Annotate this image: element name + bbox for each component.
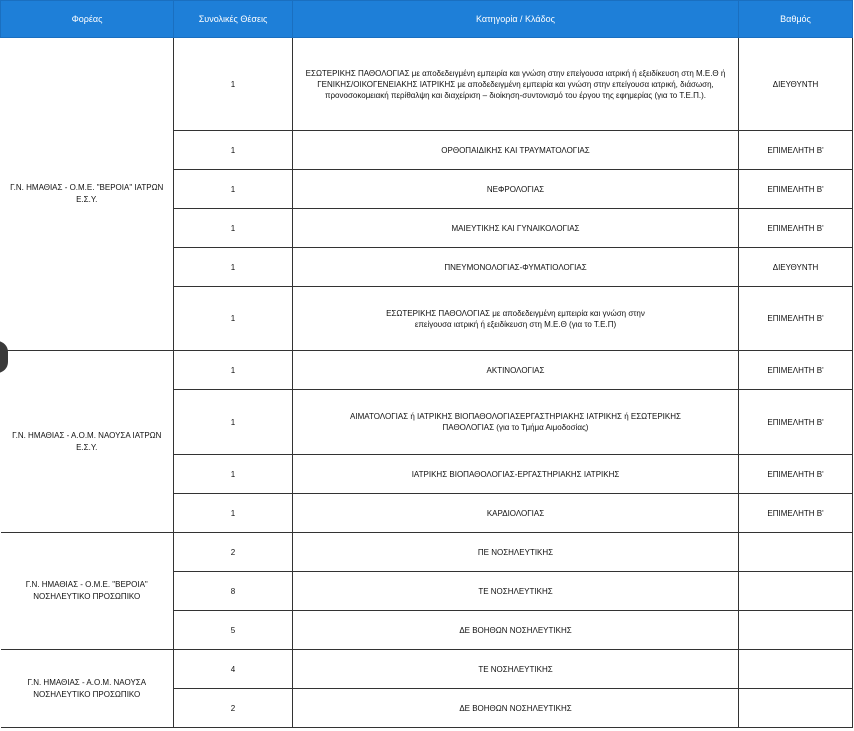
category-cell: ΤΕ ΝΟΣΗΛΕΥΤΙΚΗΣ (293, 650, 739, 689)
category-cell: ΜΑΙΕΥΤΙΚΗΣ ΚΑΙ ΓΥΝΑΙΚΟΛΟΓΙΑΣ (293, 209, 739, 248)
category-cell: ΔΕ ΒΟΗΘΩΝ ΝΟΣΗΛΕΥΤΙΚΗΣ (293, 689, 739, 728)
positions-cell: 2 (174, 689, 293, 728)
grade-cell (739, 533, 853, 572)
category-cell: ΙΑΤΡΙΚΗΣ ΒΙΟΠΑΘΟΛΟΓΙΑΣ-ΕΡΓΑΣΤΗΡΙΑΚΗΣ ΙΑΤΡΙΚΗΣ (293, 455, 739, 494)
positions-cell: 1 (174, 455, 293, 494)
positions-cell: 1 (174, 390, 293, 455)
positions-cell: 1 (174, 209, 293, 248)
table-header-row (1, 1, 853, 38)
positions-cell: 1 (174, 170, 293, 209)
grade-cell: ΕΠΙΜΕΛΗΤΗ Β' (739, 494, 853, 533)
positions-cell: 1 (174, 494, 293, 533)
positions-cell: 1 (174, 131, 293, 170)
table-row (1, 38, 853, 131)
grade-cell (739, 572, 853, 611)
agency-cell: Γ.Ν. ΗΜΑΘΙΑΣ - Ο.Μ.Ε. "ΒΕΡΟΙΑ" ΙΑΤΡΩΝ Ε.Σ.Υ. (1, 38, 174, 351)
grade-cell: ΔΙΕΥΘΥΝΤΗ (739, 248, 853, 287)
category-cell: ΔΕ ΒΟΗΘΩΝ ΝΟΣΗΛΕΥΤΙΚΗΣ (293, 611, 739, 650)
grade-cell: ΕΠΙΜΕΛΗΤΗ Β' (739, 455, 853, 494)
category-cell: ΠΕ ΝΟΣΗΛΕΥΤΙΚΗΣ (293, 533, 739, 572)
category-cell: ΑΙΜΑΤΟΛΟΓΙΑΣ ή ΙΑΤΡΙΚΗΣ ΒΙΟΠΑΘΟΛΟΓΙΑΣΕΡΓΑΣΤΗΡΙΑΚΗΣ ΙΑΤΡΙΚΗΣ ή ΕΣΩΤΕΡΙΚΗΣ ΠΑΘΟΛΟΓΙΑΣ (για το Τμήμα Αιμοδοσίας) (293, 390, 739, 455)
category-cell: ΟΡΘΟΠΑΙΔΙΚΗΣ ΚΑΙ ΤΡΑΥΜΑΤΟΛΟΓΙΑΣ (293, 131, 739, 170)
category-cell: ΑΚΤΙΝΟΛΟΓΙΑΣ (293, 351, 739, 390)
agency-cell: Γ.Ν. ΗΜΑΘΙΑΣ - Α.Ο.Μ. ΝΑΟΥΣΑ ΙΑΤΡΩΝ Ε.Σ.Υ. (1, 351, 174, 533)
grade-cell: ΔΙΕΥΘΥΝΤΗ (739, 38, 853, 131)
grade-cell: ΕΠΙΜΕΛΗΤΗ Β' (739, 131, 853, 170)
positions-cell: 1 (174, 351, 293, 390)
header-grade: Βαθμός (739, 1, 853, 38)
header-category: Κατηγορία / Κλάδος (293, 1, 739, 38)
positions-cell: 4 (174, 650, 293, 689)
table-row (1, 533, 853, 572)
grade-cell: ΕΠΙΜΕΛΗΤΗ Β' (739, 351, 853, 390)
grade-cell (739, 689, 853, 728)
positions-cell: 8 (174, 572, 293, 611)
header-agency: Φορέας (1, 1, 174, 38)
grade-cell (739, 611, 853, 650)
category-cell: ΕΣΩΤΕΡΙΚΗΣ ΠΑΘΟΛΟΓΙΑΣ με αποδεδειγμένη εμπειρία και γνώση στην επείγουσα ιατρική ή εξειδίκευση στη Μ.Ε.Θ (για το Τ.Ε.Π) (293, 287, 739, 351)
positions-cell: 1 (174, 287, 293, 351)
header-total-positions: Συνολικές Θέσεις (174, 1, 293, 38)
positions-cell: 5 (174, 611, 293, 650)
table-row (1, 351, 853, 390)
category-cell: ΚΑΡΔΙΟΛΟΓΙΑΣ (293, 494, 739, 533)
grade-cell: ΕΠΙΜΕΛΗΤΗ Β' (739, 170, 853, 209)
grade-cell: ΕΠΙΜΕΛΗΤΗ Β' (739, 287, 853, 351)
positions-cell: 1 (174, 38, 293, 131)
grade-cell: ΕΠΙΜΕΛΗΤΗ Β' (739, 209, 853, 248)
agency-cell: Γ.Ν. ΗΜΑΘΙΑΣ - Ο.Μ.Ε. "ΒΕΡΟΙΑ" ΝΟΣΗΛΕΥΤΙΚΟ ΠΡΟΣΩΠΙΚΟ (1, 533, 174, 650)
positions-cell: 1 (174, 248, 293, 287)
positions-cell: 2 (174, 533, 293, 572)
agency-cell: Γ.Ν. ΗΜΑΘΙΑΣ - Α.Ο.Μ. ΝΑΟΥΣΑ ΝΟΣΗΛΕΥΤΙΚΟ ΠΡΟΣΩΠΙΚΟ (1, 650, 174, 728)
category-cell: ΝΕΦΡΟΛΟΓΙΑΣ (293, 170, 739, 209)
category-cell: ΕΣΩΤΕΡΙΚΗΣ ΠΑΘΟΛΟΓΙΑΣ με αποδεδειγμένη εμπειρία και γνώση στην επείγουσα ιατρική ή εξειδίκευση στη Μ.Ε.Θ ή ΓΕΝΙΚΗΣ/ΟΙΚΟΓΕΝΕΙΑΚΗΣ ΙΑΤΡΙΚΗΣ με αποδεδειγμένη εμπειρία και γνώση στην επείγουσα ιατρική, διάσωση, προνοσοκομειακή περίθαλψη και διαχείριση – διοίκηση-συντονισμό του έργου της εφημερίας (για το Τ.Ε.Π.). (293, 38, 739, 131)
grade-cell: ΕΠΙΜΕΛΗΤΗ Β' (739, 390, 853, 455)
grade-cell (739, 650, 853, 689)
category-cell: ΤΕ ΝΟΣΗΛΕΥΤΙΚΗΣ (293, 572, 739, 611)
table-row (1, 650, 853, 689)
category-cell: ΠΝΕΥΜΟΝΟΛΟΓΙΑΣ-ΦΥΜΑΤΙΟΛΟΓΙΑΣ (293, 248, 739, 287)
